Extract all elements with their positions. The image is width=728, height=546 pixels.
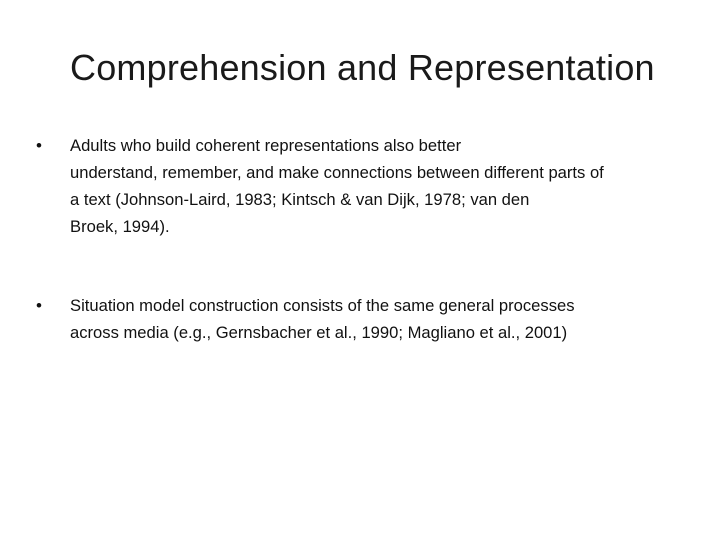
bullet-marker: • — [36, 136, 42, 155]
bullet-text-line: across media (e.g., Gernsbacher et al., 1990; Magliano et al., 2001) — [70, 323, 568, 342]
bullet-text-line: Adults who build coherent representations also better — [70, 136, 462, 155]
bullet-text-line: a text (Johnson-Laird, 1983; Kintsch & van Dijk, 1978; van den — [70, 190, 530, 209]
bullet-text — [70, 292, 686, 346]
slide-title: Comprehension and Representation — [70, 47, 655, 88]
bullet-text-line: Broek, 1994). — [70, 217, 170, 236]
bullet-text-line: understand, remember, and make connections between different parts of — [70, 163, 604, 182]
bullet-text — [70, 132, 686, 240]
bullet-text-line: Situation model construction consists of the same general processes — [70, 296, 575, 315]
bullet-marker: • — [36, 296, 42, 315]
